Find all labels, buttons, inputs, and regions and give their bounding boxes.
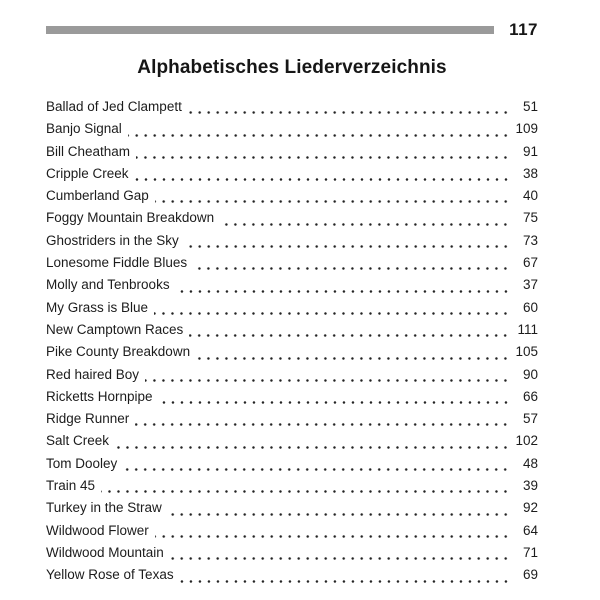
song-page-number: 91: [522, 143, 538, 159]
song-page-number: 40: [522, 188, 538, 204]
page-header: [46, 0, 538, 39]
song-page-number: 73: [522, 232, 538, 248]
song-title: Cumberland Gap: [46, 188, 149, 204]
toc-row: [46, 185, 538, 207]
song-title: Red haired Boy: [46, 366, 140, 382]
song-title: My Grass is Blue: [46, 299, 149, 315]
song-title: Ricketts Hornpipe: [46, 388, 153, 404]
song-title: Cripple Creek: [46, 165, 129, 181]
song-page-number: 92: [522, 500, 538, 516]
song-page-number: 38: [522, 165, 538, 181]
dot-leader: [176, 274, 511, 296]
song-page-number: 111: [517, 321, 538, 337]
song-title: Wildwood Flower: [46, 522, 149, 538]
dot-leader: [101, 475, 511, 497]
song-page-number: 109: [515, 121, 538, 137]
song-title: Wildwood Mountain: [46, 544, 164, 560]
dot-leader: [136, 141, 511, 163]
song-title: Pike County Breakdown: [46, 344, 191, 360]
dot-leader: [135, 163, 511, 185]
dot-leader: [155, 520, 511, 542]
song-page-number: 39: [522, 478, 538, 494]
song-page-number: 102: [515, 433, 538, 449]
song-page-number: 71: [522, 544, 538, 560]
song-page-number: 75: [522, 210, 538, 226]
song-page-number: 90: [522, 366, 538, 382]
song-title: Ridge Runner: [46, 411, 130, 427]
song-title: Molly and Tenbrooks: [46, 277, 170, 293]
dot-leader: [220, 207, 511, 229]
dot-leader: [145, 364, 511, 386]
toc-row: [46, 430, 538, 452]
toc-row: [46, 297, 538, 319]
song-page-number: 67: [522, 255, 538, 271]
song-page-number: 64: [522, 522, 538, 538]
dot-leader: [115, 430, 511, 452]
song-page-number: 60: [522, 299, 538, 315]
toc-row: [46, 274, 538, 296]
dot-leader: [128, 118, 511, 140]
toc-row: [46, 96, 538, 118]
dot-leader: [135, 408, 511, 430]
song-title: Ghostriders in the Sky: [46, 232, 179, 248]
toc-list: [46, 96, 538, 587]
dot-leader: [180, 564, 511, 586]
toc-row: [46, 364, 538, 386]
song-page-number: 105: [515, 344, 538, 360]
song-title: Bill Cheatham: [46, 143, 131, 159]
toc-row: [46, 542, 538, 564]
song-title: Tom Dooley: [46, 455, 118, 471]
song-page-number: 57: [522, 411, 538, 427]
toc-row: [46, 408, 538, 430]
dot-leader: [189, 319, 511, 341]
toc-row: [46, 141, 538, 163]
dot-leader: [185, 230, 511, 252]
song-title: Turkey in the Straw: [46, 500, 162, 516]
dot-leader: [193, 252, 511, 274]
song-page-number: 66: [522, 388, 538, 404]
dot-leader: [154, 297, 511, 319]
dot-leader: [196, 341, 511, 363]
page-number: 117: [509, 19, 538, 39]
toc-row: [46, 207, 538, 229]
dot-leader: [188, 96, 511, 118]
song-title: Train 45: [46, 478, 96, 494]
song-title: Lonesome Fiddle Blues: [46, 255, 188, 271]
dot-leader: [155, 185, 511, 207]
toc-row: [46, 564, 538, 586]
toc-row: [46, 341, 538, 363]
dot-leader: [170, 542, 511, 564]
song-title: Yellow Rose of Texas: [46, 567, 174, 583]
song-page-number: 51: [522, 99, 538, 114]
toc-row: [46, 453, 538, 475]
page-title: Alphabetisches Liederverzeichnis: [137, 57, 447, 78]
toc-row: [46, 520, 538, 542]
toc-row: [46, 497, 538, 519]
dot-leader: [168, 497, 511, 519]
toc-row: [46, 319, 538, 341]
song-page-number: 69: [522, 567, 538, 583]
dot-leader: [159, 386, 511, 408]
song-title: Ballad of Jed Clampett: [46, 99, 182, 114]
toc-row: [46, 252, 538, 274]
song-title: New Camptown Races: [46, 321, 184, 337]
toc-row: [46, 230, 538, 252]
song-title: Foggy Mountain Breakdown: [46, 210, 215, 226]
song-title: Salt Creek: [46, 433, 110, 449]
toc-row: [46, 118, 538, 140]
toc-row: [46, 163, 538, 185]
header-rule-bar: [46, 26, 494, 34]
song-page-number: 37: [522, 277, 538, 293]
song-title: Banjo Signal: [46, 121, 122, 137]
toc-row: [46, 475, 538, 497]
toc-row: [46, 386, 538, 408]
dot-leader: [123, 453, 511, 475]
song-page-number: 48: [522, 455, 538, 471]
